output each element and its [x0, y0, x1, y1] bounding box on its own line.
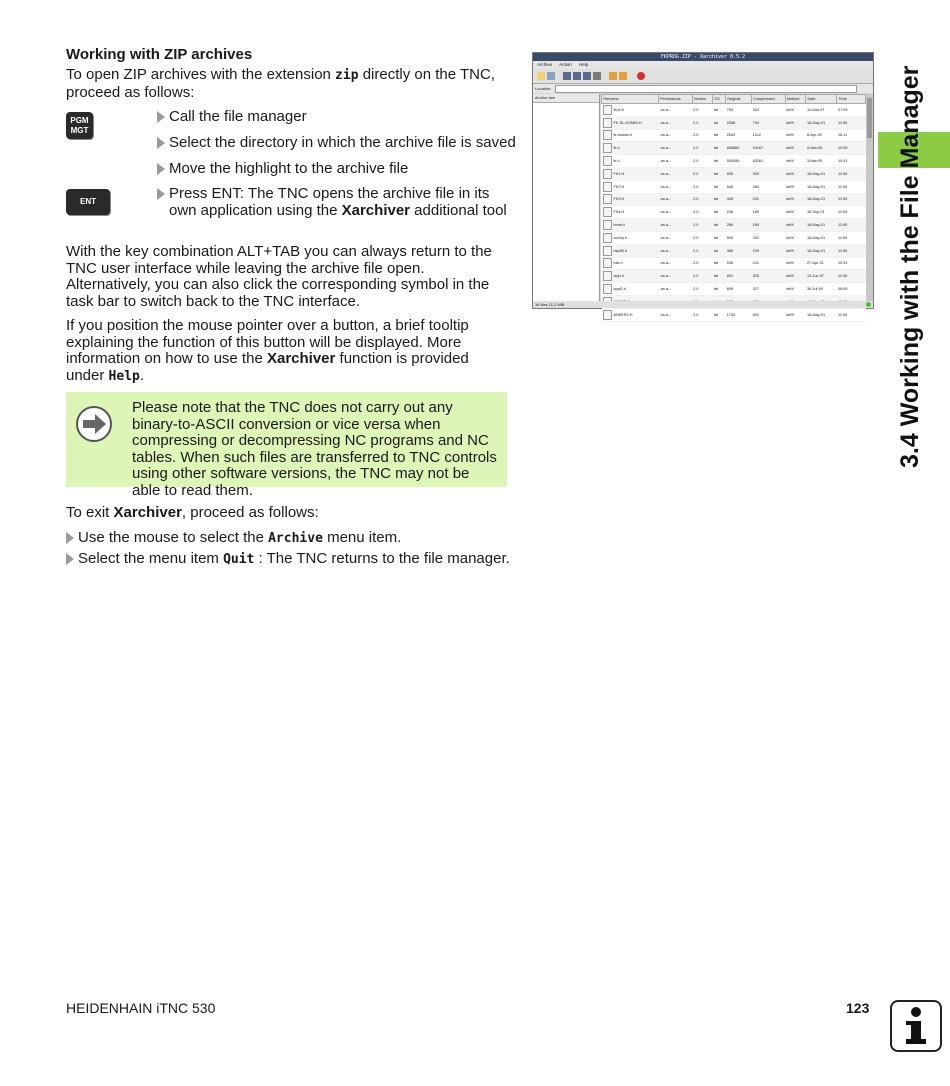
add-icon[interactable] — [619, 72, 627, 80]
table-cell: defX — [785, 167, 806, 180]
table-cell — [602, 116, 659, 129]
file-icon — [603, 258, 612, 268]
xarchiver-screenshot — [532, 52, 874, 317]
menu-archive[interactable]: Archive — [537, 62, 553, 67]
table-cell — [602, 206, 659, 219]
file-icon — [603, 182, 612, 192]
table-cell: 2.0 — [692, 206, 713, 219]
table-cell: defX — [785, 283, 806, 296]
status-text: 34 files 11,2 MiB — [535, 302, 565, 307]
table-cell: 08:49 — [837, 283, 866, 296]
table-cell: 3-Mar-95 — [806, 155, 837, 168]
stop-icon[interactable] — [637, 72, 645, 80]
file-icon — [603, 246, 612, 256]
table-cell: 8-Apr-99 — [806, 129, 837, 142]
tooltip-code: Help — [108, 368, 140, 384]
table-cell: 601 — [726, 270, 752, 283]
table-cell: 325 — [752, 270, 786, 283]
exit-step-2 — [66, 551, 518, 569]
table-cell: 11:59 — [837, 180, 866, 193]
table-cell: fat — [713, 244, 726, 257]
toolbar — [533, 69, 873, 84]
table-cell: 16-May-01 — [806, 244, 837, 257]
table-cell: fat — [713, 257, 726, 270]
file-name: fk.h — [613, 146, 620, 151]
exit-step-2-post: : The TNC returns to the file manager. — [254, 550, 510, 567]
table-cell — [602, 308, 659, 321]
table-cell: 2.0 — [692, 283, 713, 296]
tooltip-mid: function is provided under — [66, 350, 469, 384]
table-cell: 327 — [752, 283, 786, 296]
file-name: appl2.h — [613, 287, 626, 292]
section-heading: Working with ZIP archives — [66, 46, 253, 63]
table-cell: 07:05 — [837, 104, 866, 117]
table-cell: -rw-a-- — [658, 219, 692, 232]
open-icon[interactable] — [547, 72, 555, 80]
table-cell: 2.0 — [692, 193, 713, 206]
location-input[interactable] — [555, 85, 857, 93]
table-cell: 11:06 — [837, 270, 866, 283]
table-cell: fat — [713, 155, 726, 168]
step-1-text: Call the file manager — [169, 108, 307, 125]
table-cell: 252 — [752, 231, 786, 244]
table-cell: 695 — [726, 167, 752, 180]
table-cell: 16-May-01 — [806, 180, 837, 193]
file-list[interactable] — [601, 94, 866, 317]
table-cell: 1753 — [726, 308, 752, 321]
table-row[interactable] — [602, 244, 866, 257]
table-cell: 16-May-01 — [806, 231, 837, 244]
table-cell: -rw-a-- — [658, 129, 692, 142]
menu-action[interactable]: Action — [559, 62, 572, 67]
file-icon — [603, 156, 612, 166]
table-cell: 30-Jul-99 — [806, 283, 837, 296]
table-cell: -rw-a-- — [658, 244, 692, 257]
table-row[interactable] — [602, 116, 866, 129]
table-cell: 27-Apr-01 — [806, 257, 837, 270]
file-icon — [603, 118, 612, 128]
step-1 — [157, 109, 519, 126]
exit-bold: Xarchiver — [113, 504, 182, 521]
file-icon — [603, 220, 612, 230]
footer-product: HEIDENHAIN iTNC 530 — [66, 1000, 216, 1016]
tooltip-paragraph — [66, 318, 511, 385]
exit-step-2-pre: Select the menu item — [78, 550, 224, 567]
table-row[interactable] — [602, 129, 866, 142]
column-header[interactable]: Original — [726, 95, 752, 104]
table-row[interactable] — [602, 167, 866, 180]
table-cell: 2.0 — [692, 129, 713, 142]
table-cell: 16-May-01 — [806, 219, 837, 232]
file-table — [601, 94, 866, 322]
new-icon[interactable] — [537, 72, 545, 80]
file-icon — [603, 310, 612, 320]
column-header[interactable]: Filename — [602, 95, 659, 104]
table-cell: 16-May-01 — [806, 308, 837, 321]
table-cell: defX — [785, 270, 806, 283]
file-name: bsk.h — [613, 261, 623, 266]
table-row[interactable] — [602, 206, 866, 219]
table-cell: defX — [785, 129, 806, 142]
table-cell: fat — [713, 270, 726, 283]
table-cell: defX — [785, 180, 806, 193]
table-row[interactable] — [602, 193, 866, 206]
table-cell: fat — [713, 193, 726, 206]
window-titlebar: FKPROG.ZIP - Xarchiver 0.5.2 — [533, 53, 873, 61]
exit-step-1-code: Archive — [268, 531, 323, 546]
up-icon[interactable] — [573, 72, 581, 80]
table-cell — [602, 129, 659, 142]
table-cell: 385 — [726, 244, 752, 257]
step-3 — [157, 161, 519, 178]
file-name: FK2.H — [613, 184, 625, 189]
file-name: fk-muster.h — [613, 133, 633, 138]
table-cell: 16-May-01 — [806, 167, 837, 180]
table-row[interactable] — [602, 283, 866, 296]
table-row[interactable] — [602, 104, 866, 117]
table-cell: -rw-a-- — [658, 231, 692, 244]
scrollbar-thumb[interactable] — [867, 98, 872, 138]
file-name: bsp83.h — [613, 248, 628, 253]
pgm-mgt-key — [66, 112, 93, 139]
intro-text-pre: To open ZIP archives with the extension — [66, 66, 336, 83]
file-icon — [603, 233, 612, 243]
table-cell: -rw-a-- — [658, 142, 692, 155]
table-cell: defX — [785, 155, 806, 168]
file-icon — [603, 194, 612, 204]
file-icon — [603, 130, 612, 140]
table-row[interactable] — [602, 155, 866, 168]
table-cell: 309 — [752, 167, 786, 180]
file-icon — [603, 271, 612, 281]
table-cell: 18-Sep-01 — [806, 206, 837, 219]
table-cell: fat — [713, 308, 726, 321]
note-text: Please note that the TNC does not carry out any binary-to-ASCII conversion or vice versa when compressing or decompressing NC programs and NC tables. When such files are transferred to TNC controls using other software versions, the TNC may not be able to read them. — [132, 399, 497, 499]
table-cell: 248 — [726, 206, 752, 219]
file-name: FK1.H — [613, 171, 625, 176]
table-cell: 2.0 — [692, 308, 713, 321]
exit-step-2-code: Quit — [223, 552, 255, 567]
table-cell: fat — [713, 104, 726, 117]
table-cell: 241 — [752, 193, 786, 206]
table-cell — [602, 244, 659, 257]
page-number: 123 — [846, 1000, 870, 1016]
arrow-right-icon — [76, 406, 112, 442]
table-cell: 11:59 — [837, 308, 866, 321]
table-cell: 11:59 — [837, 206, 866, 219]
table-cell: 793 — [726, 104, 752, 117]
table-cell: defX — [785, 308, 806, 321]
archive-tree[interactable] — [533, 94, 600, 301]
table-cell: 83261 — [752, 155, 786, 168]
table-cell: 2.0 — [692, 219, 713, 232]
info-svg — [892, 1002, 940, 1050]
table-cell — [602, 270, 659, 283]
table-cell: 94167 — [752, 142, 786, 155]
file-icon — [603, 143, 612, 153]
extract-icon[interactable] — [609, 72, 617, 80]
table-cell: 10-Mar-97 — [806, 104, 837, 117]
table-cell — [602, 167, 659, 180]
file-name: bmm.h — [613, 223, 626, 228]
table-cell: fat — [713, 129, 726, 142]
menu-help[interactable]: Help — [579, 62, 589, 67]
table-cell: 794 — [752, 116, 786, 129]
table-cell: -rw-a-- — [658, 270, 692, 283]
table-cell: fat — [713, 206, 726, 219]
table-cell: 2.0 — [692, 231, 713, 244]
column-header[interactable]: Time — [837, 95, 866, 104]
table-cell: fat — [713, 116, 726, 129]
file-icon — [603, 284, 612, 294]
forward-icon[interactable] — [583, 72, 591, 80]
file-icon — [603, 105, 612, 115]
table-cell: 11:59 — [837, 219, 866, 232]
column-header[interactable]: Version — [692, 95, 713, 104]
file-icon — [603, 169, 612, 179]
table-cell: -rw-a-- — [658, 116, 692, 129]
arrow-icon — [157, 137, 165, 149]
column-header[interactable]: Method — [785, 95, 806, 104]
table-cell: 2.0 — [692, 116, 713, 129]
table-cell: 559265 — [726, 155, 752, 168]
table-cell: 11:59 — [837, 193, 866, 206]
vertical-scrollbar[interactable] — [866, 94, 873, 301]
table-row[interactable] — [602, 270, 866, 283]
table-cell: 609 — [726, 283, 752, 296]
table-cell: defX — [785, 104, 806, 117]
table-cell: -rw-a-- — [658, 104, 692, 117]
menu-bar — [533, 61, 873, 69]
table-cell: 241 — [752, 257, 786, 270]
table-row[interactable] — [602, 231, 866, 244]
table-cell: -rw-a-- — [658, 283, 692, 296]
table-row[interactable] — [602, 308, 866, 321]
back-icon[interactable] — [563, 72, 571, 80]
table-row[interactable] — [602, 180, 866, 193]
arrow-icon — [66, 553, 74, 565]
table-cell: fat — [713, 142, 726, 155]
table-cell: 10:31 — [837, 257, 866, 270]
table-row[interactable] — [602, 142, 866, 155]
arrow-icon — [66, 532, 74, 544]
ent-key — [66, 189, 110, 215]
table-cell: 2268 — [726, 116, 752, 129]
table-cell: 601 — [752, 308, 786, 321]
tooltip-bold: Xarchiver — [266, 350, 336, 367]
table-cell: 10:55 — [837, 142, 866, 155]
table-cell: -rw-a-- — [658, 193, 692, 206]
table-cell: 2.0 — [692, 155, 713, 168]
table-cell: 189 — [752, 219, 786, 232]
table-cell: -rw-a-- — [658, 206, 692, 219]
pgm-key-label-2: MGT — [70, 125, 89, 135]
table-cell — [602, 231, 659, 244]
table-cell — [602, 257, 659, 270]
table-cell: 2.0 — [692, 270, 713, 283]
table-cell: fat — [713, 283, 726, 296]
table-cell: 11:59 — [837, 116, 866, 129]
table-cell: 2.0 — [692, 142, 713, 155]
table-cell: 324 — [752, 104, 786, 117]
table-cell: defX — [785, 193, 806, 206]
table-cell: defX — [785, 231, 806, 244]
table-cell: defX — [785, 244, 806, 257]
pgm-key-label-1: PGM — [70, 115, 89, 125]
table-cell: defX — [785, 116, 806, 129]
step-2 — [157, 135, 519, 152]
table-row[interactable] — [602, 219, 866, 232]
step-2-text: Select the directory in which the archive file is saved — [169, 134, 516, 151]
table-cell: 16-May-01 — [806, 116, 837, 129]
file-name: appl.h — [613, 274, 624, 279]
exit-post: , proceed as follows: — [181, 504, 319, 521]
alt-tab-paragraph: With the key combination ALT+TAB you can always return to the TNC user interface while leaving the archive file open. Alternatively, you can also click the corresponding symbol in the task bar to switch back to the TNC interface. — [66, 243, 492, 310]
note-box — [66, 392, 507, 499]
table-cell: 11:59 — [837, 244, 866, 257]
table-cell: 2.0 — [692, 167, 713, 180]
home-icon[interactable] — [593, 72, 601, 80]
file-icon — [603, 207, 612, 217]
table-cell: 11:59 — [837, 231, 866, 244]
table-cell: 2.0 — [692, 244, 713, 257]
table-cell: 509 — [726, 231, 752, 244]
table-cell: 648 — [726, 180, 752, 193]
table-cell: 2643 — [726, 129, 752, 142]
table-cell: 266 — [726, 219, 752, 232]
table-cell: 2.0 — [692, 104, 713, 117]
table-cell: fat — [713, 167, 726, 180]
table-cell: -rw-a-- — [658, 155, 692, 168]
table-cell: 5-Mar-95 — [806, 142, 837, 155]
table-cell: 11:59 — [837, 167, 866, 180]
step-4 — [157, 186, 519, 219]
column-header[interactable]: OS — [713, 95, 726, 104]
column-header[interactable]: Date — [806, 95, 837, 104]
step-4-text: Press ENT: The TNC opens the archive file in its own application using the — [169, 185, 490, 219]
table-cell: defX — [785, 257, 806, 270]
table-cell: fat — [713, 180, 726, 193]
tooltip-pre: If you position the mouse pointer over a button, a brief tooltip explaining the function of this button will be displayed. More information on how to use the — [66, 317, 469, 367]
exit-paragraph — [66, 505, 511, 522]
table-cell: fat — [713, 219, 726, 232]
table-cell: 16:11 — [837, 129, 866, 142]
table-cell: -rw-a-- — [658, 308, 692, 321]
step-4-bold: Xarchiver — [341, 201, 411, 219]
exit-pre: To exit — [66, 504, 114, 521]
file-name: fkn2.h — [613, 107, 624, 112]
ent-key-label: ENT — [80, 197, 96, 206]
intro-code: zip — [335, 68, 359, 83]
column-header[interactable]: Permissions — [658, 95, 692, 104]
table-cell: 239 — [752, 244, 786, 257]
table-cell — [602, 142, 659, 155]
status-led-icon — [866, 302, 871, 307]
exit-step-1-pre: Use the mouse to select the — [78, 529, 269, 546]
table-cell — [602, 219, 659, 232]
file-name: courry.h — [613, 235, 627, 240]
table-row[interactable] — [602, 257, 866, 270]
table-cell: 13-Jun-97 — [806, 270, 837, 283]
step-4-post: additional tool — [410, 201, 507, 219]
table-cell — [602, 155, 659, 168]
table-cell: 16-May-01 — [806, 193, 837, 206]
table-cell — [602, 193, 659, 206]
table-cell: -rw-a-- — [658, 167, 692, 180]
column-header[interactable]: Compressed — [752, 95, 786, 104]
table-cell — [602, 283, 659, 296]
arrow-icon — [157, 188, 165, 200]
exit-step-1-post: menu item. — [322, 529, 402, 546]
table-cell: defX — [785, 142, 806, 155]
table-cell: -rw-a-- — [658, 257, 692, 270]
file-name: FK4.H — [613, 210, 625, 215]
file-name: ANKER2.H — [613, 312, 633, 317]
table-cell: 605869 — [726, 142, 752, 155]
table-cell: 538 — [726, 257, 752, 270]
table-cell — [602, 180, 659, 193]
arrow-right-svg — [78, 408, 110, 440]
file-name: FK3.H — [613, 197, 625, 202]
table-header-row — [602, 95, 866, 104]
location-label: Location: — [535, 86, 552, 91]
table-cell: 2.0 — [692, 180, 713, 193]
table-cell: defX — [785, 206, 806, 219]
table-cell: defX — [785, 219, 806, 232]
table-cell: fat — [713, 231, 726, 244]
step-3-text: Move the highlight to the archive file — [169, 160, 409, 177]
file-name: fk.h — [613, 159, 620, 164]
table-cell — [602, 104, 659, 117]
tooltip-end: . — [139, 366, 145, 384]
table-cell: 2.0 — [692, 257, 713, 270]
tree-header: Archive tree — [533, 94, 599, 103]
intro-text-post: directly on the TNC, proceed as follows: — [66, 66, 495, 101]
chapter-title: 3.4 Working with the File Manager — [896, 65, 924, 468]
location-bar — [533, 84, 873, 93]
intro-paragraph — [66, 67, 511, 101]
info-icon — [890, 1000, 942, 1052]
table-cell: 10:41 — [837, 155, 866, 168]
table-cell: 1012 — [752, 129, 786, 142]
arrow-icon — [157, 163, 165, 175]
exit-step-1 — [66, 530, 518, 548]
table-cell: 449 — [726, 193, 752, 206]
table-cell: -rw-a-- — [658, 180, 692, 193]
file-name: FK-SL-KOMBI.H — [613, 120, 642, 125]
arrow-icon — [157, 111, 165, 123]
table-cell: 189 — [752, 206, 786, 219]
status-bar — [533, 301, 873, 308]
table-cell: 284 — [752, 180, 786, 193]
